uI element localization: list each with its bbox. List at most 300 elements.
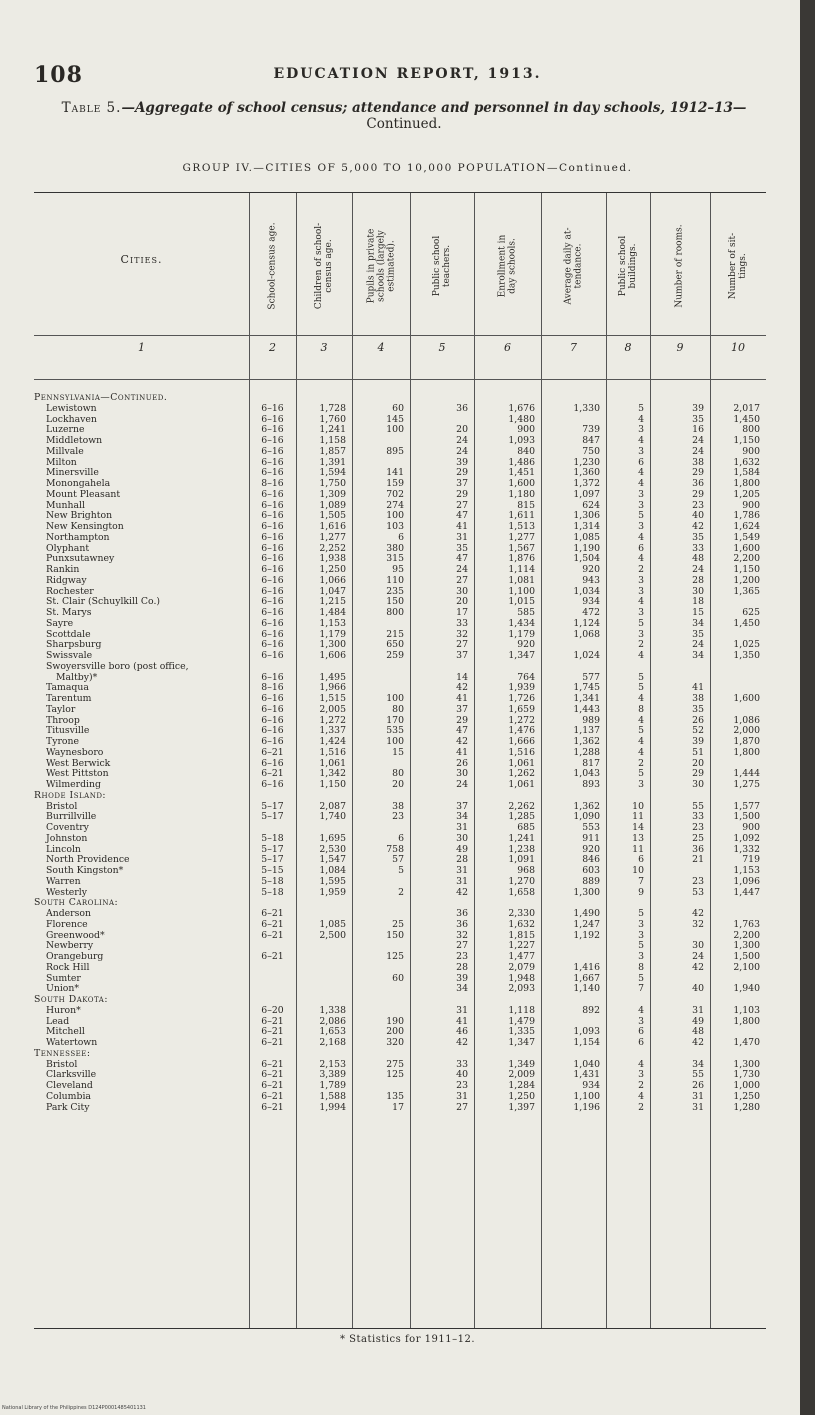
city-cell (34, 436, 246, 447)
state-heading-row (34, 1049, 766, 1060)
cell-col-3: 1,047 (319, 585, 346, 597)
cell-col-10: 1,444 (733, 768, 760, 780)
cell-col-2: 6–16 (261, 628, 284, 640)
cell-col-6: 2,009 (508, 1069, 535, 1081)
cell-col-3: 1,760 (319, 413, 346, 425)
cell-col-5: 42 (456, 1037, 468, 1048)
cell-col-5: 24 (456, 435, 468, 446)
cell-col-5: 31 (456, 531, 468, 543)
cell-col-3: 1,153 (319, 617, 346, 629)
city-name: St. Clair (Schuylkill Co.) (46, 597, 161, 608)
city-name: Burrillville (46, 812, 97, 823)
cell-col-10: 1,632 (733, 456, 760, 468)
cell-col-10: 1,600 (733, 693, 760, 704)
table-row (34, 1006, 766, 1017)
cell-col-8: 3 (638, 1069, 644, 1081)
cell-col-9: 48 (692, 1026, 704, 1038)
cell-col-2: 6–16 (261, 703, 284, 715)
cell-col-5: 31 (456, 875, 468, 887)
cell-col-4: 110 (386, 574, 404, 586)
column-header-4: Pupils in private schools (largely estimated). (366, 228, 397, 304)
cell-col-6: 1,479 (508, 1015, 535, 1027)
cell-col-7: 889 (582, 875, 600, 887)
cell-col-8: 3 (638, 628, 644, 640)
city-cell (34, 565, 246, 576)
city-name: St. Marys (46, 608, 92, 618)
city-name: Monongahela (46, 479, 111, 489)
city-name: Waynesboro (46, 747, 104, 758)
cell-col-10: 800 (742, 424, 760, 436)
cell-col-9: 26 (692, 1080, 704, 1091)
table-row (34, 1103, 766, 1114)
cell-col-8: 14 (632, 822, 644, 833)
cell-col-8: 5 (638, 972, 644, 984)
cell-col-10: 900 (742, 445, 760, 457)
cell-col-10: 900 (742, 499, 760, 511)
cell-col-5: 32 (456, 628, 468, 640)
cell-col-5: 39 (456, 456, 468, 468)
cell-col-4: 800 (386, 607, 404, 618)
cell-col-10: 1,800 (733, 746, 760, 758)
cell-col-9: 24 (692, 639, 704, 651)
city-name: Rochester (46, 586, 94, 597)
cell-col-9: 34 (692, 650, 704, 661)
cell-col-6: 764 (517, 671, 535, 683)
cell-col-7: 1,093 (573, 1026, 600, 1038)
cell-col-3: 1,241 (319, 424, 346, 436)
cell-col-5: 20 (456, 424, 468, 436)
cell-col-6: 1,658 (508, 886, 535, 898)
cell-col-9: 35 (692, 531, 704, 543)
city-cell (34, 995, 246, 1006)
cell-col-2: 6–16 (261, 564, 284, 575)
city-name: Newberry (46, 941, 94, 952)
cell-col-3: 1,084 (319, 865, 346, 876)
cell-col-6: 1,600 (508, 478, 535, 489)
cell-col-2: 6–16 (261, 553, 284, 565)
cell-col-8: 5 (638, 510, 644, 522)
cell-col-6: 1,015 (508, 596, 535, 608)
city-cell (34, 1017, 246, 1028)
cell-col-10: 1,763 (733, 918, 760, 930)
cell-col-2: 6–21 (261, 929, 284, 941)
cell-col-10: 1,332 (733, 843, 760, 855)
cell-col-8: 4 (638, 736, 644, 747)
cell-col-2: 6–21 (261, 768, 284, 780)
cell-col-7: 1,314 (573, 521, 600, 532)
table-row (34, 963, 766, 974)
city-name: West Pittston (46, 769, 109, 780)
cell-col-10: 1,025 (733, 639, 760, 651)
cell-col-3: 1,547 (319, 854, 346, 866)
cell-col-4: 17 (392, 1101, 404, 1113)
cell-col-4: 259 (386, 650, 404, 661)
cell-col-9: 55 (692, 800, 704, 812)
table-row (34, 888, 766, 899)
cell-col-4: 702 (386, 488, 404, 500)
cell-col-10: 900 (742, 822, 760, 833)
cell-col-5: 27 (456, 1101, 468, 1113)
cell-col-7: 1,416 (573, 961, 600, 973)
cell-col-8: 2 (638, 1080, 644, 1091)
cell-col-8: 4 (638, 1090, 644, 1102)
city-name: Westerly (46, 887, 87, 898)
cell-col-7: 553 (582, 822, 600, 833)
city-cell (34, 898, 246, 909)
cell-col-6: 1,238 (508, 843, 535, 855)
cell-col-10: 1,365 (733, 585, 760, 597)
table-label: Table 5. (61, 100, 122, 116)
cell-col-9: 33 (692, 811, 704, 823)
cell-col-7: 739 (582, 424, 600, 436)
cell-col-4: 100 (386, 736, 404, 747)
city-name: Union* (46, 984, 80, 995)
cell-col-4: 170 (386, 714, 404, 726)
city-name: Lincoln (46, 844, 81, 855)
state-name: Rhode Island: (34, 790, 107, 801)
city-name: Watertown (46, 1038, 98, 1048)
cell-col-8: 5 (638, 940, 644, 952)
cell-col-8: 4 (638, 714, 644, 726)
cell-col-5: 36 (456, 918, 468, 930)
cell-col-3: 1,594 (319, 467, 346, 479)
cell-col-5: 42 (456, 682, 468, 694)
city-name: Lewistown (46, 403, 97, 414)
cell-col-4: 215 (386, 628, 404, 640)
cell-col-5: 27 (456, 639, 468, 651)
cell-col-6: 1,118 (508, 1004, 535, 1016)
cell-col-2: 6–16 (261, 693, 284, 704)
cell-col-10: 1,250 (733, 1090, 760, 1102)
cell-col-8: 5 (638, 402, 644, 414)
cell-col-10: 1,870 (733, 736, 760, 747)
cell-col-2: 6–20 (261, 1004, 284, 1016)
cell-col-9: 31 (692, 1090, 704, 1102)
table-row (34, 619, 766, 630)
cell-col-2: 6–16 (261, 499, 284, 511)
number-row-divider (34, 379, 766, 380)
cell-col-2: 6–21 (261, 951, 284, 962)
cell-col-2: 6–16 (261, 424, 284, 436)
cell-col-9: 30 (692, 940, 704, 952)
cell-col-10: 2,200 (733, 553, 760, 565)
cell-col-10: 1,153 (733, 865, 760, 876)
city-name: West Berwick (46, 758, 111, 769)
cell-col-8: 4 (638, 478, 644, 489)
cell-col-3: 1,516 (319, 746, 346, 758)
cell-col-2: 6–16 (261, 607, 284, 618)
city-cell (34, 748, 246, 759)
cell-col-5: 37 (456, 650, 468, 661)
cell-col-8: 4 (638, 596, 644, 608)
cell-col-5: 33 (456, 1058, 468, 1070)
cell-col-7: 1,140 (573, 983, 600, 995)
cell-col-2: 6–21 (261, 1090, 284, 1102)
cell-col-10: 1,280 (733, 1101, 760, 1113)
cell-col-4: 5 (398, 865, 404, 876)
cell-col-2: 6–16 (261, 585, 284, 597)
city-cell (34, 726, 246, 737)
city-cell (34, 780, 246, 791)
cell-col-8: 5 (638, 725, 644, 737)
cell-col-5: 30 (456, 768, 468, 780)
city-cell (34, 877, 246, 888)
cell-col-6: 1,349 (508, 1058, 535, 1070)
cell-col-3: 1,653 (319, 1026, 346, 1038)
cell-col-4: 650 (386, 639, 404, 651)
cell-col-2: 6–16 (261, 402, 284, 414)
table-row (34, 974, 766, 985)
table-row (34, 984, 766, 995)
cell-col-2: 6–16 (261, 714, 284, 726)
cell-col-9: 42 (692, 521, 704, 532)
cell-col-3: 2,530 (319, 843, 346, 855)
cell-col-2: 6–16 (261, 445, 284, 457)
cell-col-9: 20 (692, 757, 704, 769)
cell-col-7: 934 (582, 596, 600, 608)
city-name: Millvale (46, 446, 84, 457)
cell-col-7: 989 (582, 714, 600, 726)
cell-col-2: 6–16 (261, 435, 284, 446)
city-cell (34, 544, 246, 555)
cell-col-3: 1,994 (319, 1101, 346, 1113)
column-number-7: 7 (570, 341, 577, 354)
cell-col-3: 1,179 (319, 628, 346, 640)
cell-col-6: 1,513 (508, 521, 535, 532)
cell-col-4: 190 (386, 1015, 404, 1027)
cell-col-2: 6–16 (261, 531, 284, 543)
cell-col-3: 1,740 (319, 811, 346, 823)
cell-col-10: 1,300 (733, 1058, 760, 1070)
city-name: Scottdale (46, 629, 91, 640)
cell-col-8: 4 (638, 467, 644, 479)
column-header-9: Number of rooms. (675, 224, 686, 308)
cell-col-5: 41 (456, 521, 468, 532)
cell-col-4: 235 (386, 585, 404, 597)
cell-col-8: 3 (638, 951, 644, 962)
column-header-8: Public school buildings. (618, 235, 639, 297)
cell-col-10: 1,470 (733, 1037, 760, 1048)
city-cell (34, 705, 246, 716)
cell-col-5: 42 (456, 736, 468, 747)
city-cell (34, 855, 246, 866)
city-cell (34, 920, 246, 931)
cell-col-8: 4 (638, 413, 644, 425)
city-cell (34, 415, 246, 426)
city-cell (34, 802, 246, 813)
cell-col-3: 1,089 (319, 499, 346, 511)
state-name: Pennsylvania—Continued. (34, 393, 168, 403)
cell-col-10: 1,800 (733, 1015, 760, 1027)
cell-col-4: 23 (392, 811, 404, 823)
cell-col-2: 5–15 (261, 865, 284, 876)
cell-col-4: 125 (386, 1069, 404, 1081)
cell-col-6: 1,486 (508, 456, 535, 468)
column-header-10: Number of sit- tings. (728, 232, 749, 300)
city-name: Munhall (46, 500, 85, 511)
city-name: Mount Pleasant (46, 489, 121, 500)
table-row (34, 490, 766, 501)
column-number-4: 4 (377, 341, 385, 354)
cell-col-6: 1,091 (508, 854, 535, 866)
city-name: Rock Hill (46, 962, 90, 973)
city-name: Anderson (46, 909, 91, 919)
cell-col-4: 100 (386, 693, 404, 704)
cell-col-2: 6–16 (261, 510, 284, 522)
column-header-5: Public school teachers. (431, 235, 452, 297)
cell-col-10: 1,350 (733, 650, 760, 661)
cell-col-5: 23 (456, 951, 468, 962)
cell-col-7: 1,043 (573, 768, 600, 780)
table-row (34, 931, 766, 942)
column-number-8: 8 (624, 341, 632, 354)
cell-col-7: 1,288 (573, 746, 600, 758)
cell-col-10: 1,800 (733, 478, 760, 489)
column-header-2: School-census age. (267, 222, 278, 310)
column-number-10: 10 (731, 341, 745, 354)
cell-col-5: 29 (456, 488, 468, 500)
table-row (34, 447, 766, 458)
table-title: —Aggregate of school census; attendance and personnel in day schools, 1912–13— (121, 100, 747, 116)
cell-col-10: 625 (742, 607, 760, 618)
table-row (34, 533, 766, 544)
cell-col-7: 1,431 (573, 1069, 600, 1081)
cell-col-6: 1,815 (508, 929, 535, 941)
cell-col-5: 31 (456, 1004, 468, 1016)
cell-col-3: 1,588 (319, 1090, 346, 1102)
column-number-9: 9 (676, 341, 684, 354)
cell-col-6: 1,114 (508, 564, 535, 575)
cell-col-2: 6–16 (261, 779, 284, 790)
city-cell (34, 1103, 246, 1114)
city-cell (34, 587, 246, 598)
cell-col-7: 1,137 (573, 725, 600, 737)
cell-col-10: 1,096 (733, 875, 760, 887)
cell-col-9: 23 (692, 875, 704, 887)
cell-col-7: 603 (582, 865, 600, 876)
cell-col-2: 6–16 (261, 650, 284, 661)
cell-col-9: 30 (692, 585, 704, 597)
city-cell (34, 619, 246, 630)
table-row (34, 877, 766, 888)
city-name: Coventry (46, 823, 89, 833)
cell-col-6: 1,477 (508, 951, 535, 962)
cell-col-5: 24 (456, 779, 468, 790)
cell-col-7: 1,490 (573, 908, 600, 919)
cell-col-3: 1,424 (319, 736, 346, 747)
column-number-3: 3 (320, 341, 328, 354)
cell-col-5: 34 (456, 811, 468, 823)
running-head: EDUCATION REPORT, 1913. (273, 66, 542, 82)
cell-col-7: 1,100 (573, 1090, 600, 1102)
cell-col-9: 34 (692, 617, 704, 629)
cell-col-3: 1,061 (319, 757, 346, 769)
city-name: Punxsutawney (46, 554, 115, 565)
city-name: New Brighton (46, 511, 113, 522)
cell-col-7: 624 (582, 499, 600, 511)
table-row (34, 651, 766, 662)
cell-col-2: 6–16 (261, 542, 284, 554)
cell-col-2: 6–16 (261, 467, 284, 479)
cell-col-9: 24 (692, 951, 704, 962)
city-cell (34, 791, 246, 802)
cell-col-9: 33 (692, 542, 704, 554)
cell-col-3: 1,959 (319, 886, 346, 898)
city-name: Taylor (46, 704, 76, 715)
cell-col-8: 6 (638, 456, 644, 468)
cell-col-8: 3 (638, 574, 644, 586)
cell-col-3: 2,153 (319, 1058, 346, 1070)
city-cell (34, 662, 246, 673)
city-cell (34, 759, 246, 770)
cell-col-2: 8–16 (261, 682, 284, 694)
cell-col-6: 1,876 (508, 553, 535, 565)
cell-col-8: 11 (632, 843, 644, 855)
column-rule (541, 193, 542, 1328)
table-row (34, 834, 766, 845)
city-cell (34, 834, 246, 845)
table-row (34, 952, 766, 963)
city-name: Cleveland (46, 1081, 93, 1091)
cell-col-6: 1,434 (508, 617, 535, 629)
column-rule (296, 193, 297, 1328)
cell-col-6: 1,611 (508, 510, 535, 522)
cell-col-5: 37 (456, 703, 468, 715)
cell-col-5: 24 (456, 564, 468, 575)
cell-col-10: 1,150 (733, 435, 760, 446)
state-name: Tennessee: (34, 1048, 91, 1059)
city-name: Clarksville (46, 1070, 97, 1081)
cell-col-3: 1,085 (319, 918, 346, 930)
cell-col-8: 3 (638, 607, 644, 618)
column-number-2: 2 (269, 341, 276, 354)
cell-col-7: 1,024 (573, 650, 600, 661)
cell-col-2: 6–21 (261, 1080, 284, 1091)
cell-col-2: 6–16 (261, 671, 284, 683)
cell-col-8: 3 (638, 521, 644, 532)
cell-col-5: 36 (456, 908, 468, 919)
cell-col-4: 125 (386, 951, 404, 962)
cell-col-7: 1,372 (573, 478, 600, 489)
cell-col-10: 1,200 (733, 574, 760, 586)
cell-col-6: 1,262 (508, 768, 535, 780)
city-cell (34, 425, 246, 436)
city-name: Tarentum (46, 694, 92, 704)
cell-col-8: 2 (638, 757, 644, 769)
cell-col-6: 968 (517, 865, 535, 876)
cell-col-9: 41 (692, 682, 704, 694)
cell-col-9: 34 (692, 1058, 704, 1070)
city-cell (34, 479, 246, 490)
city-cell (34, 716, 246, 727)
cell-col-9: 36 (692, 478, 704, 489)
cell-col-6: 1,480 (508, 413, 535, 425)
column-number-5: 5 (438, 341, 446, 354)
cell-col-8: 3 (638, 779, 644, 790)
cell-col-9: 38 (692, 456, 704, 468)
city-cell (34, 1070, 246, 1081)
cell-col-10: 1,450 (733, 413, 760, 425)
cell-col-2: 6–16 (261, 757, 284, 769)
city-cell (34, 490, 246, 501)
cell-col-5: 49 (456, 843, 468, 855)
cell-col-6: 1,726 (508, 693, 535, 704)
cell-col-5: 36 (456, 402, 468, 414)
cell-col-9: 42 (692, 908, 704, 919)
city-name: Lockhaven (46, 414, 97, 425)
cell-col-9: 29 (692, 488, 704, 500)
cell-col-9: 51 (692, 746, 704, 758)
